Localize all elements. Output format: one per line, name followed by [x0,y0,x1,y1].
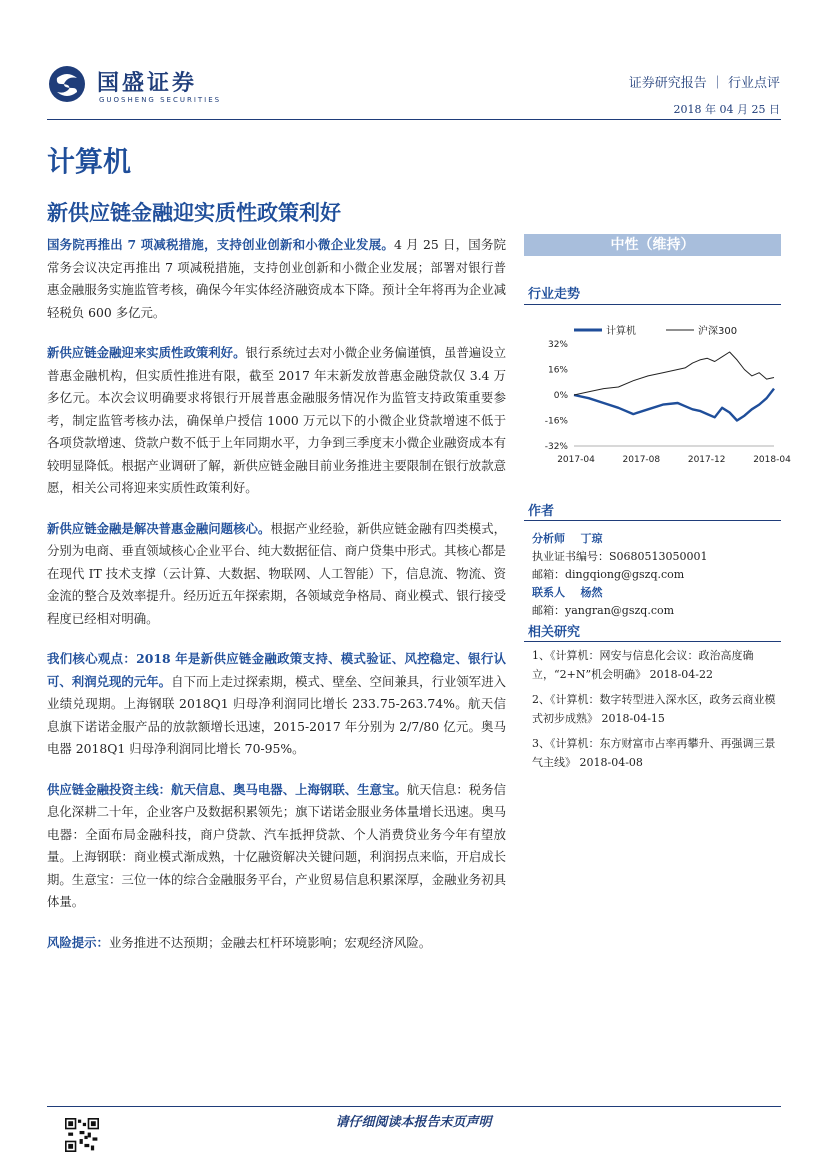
related-item-date: 2018-04-15 [601,712,665,725]
analyst-name: 丁琼 [580,532,603,545]
body-paragraph [47,342,506,500]
y-tick-label: 0% [553,391,568,401]
paragraph-text: 航天信息：税务信息化深耕二十年，企业客户及数据积累领先；旗下诺诺金服业务体量增长迅速。奥马电器：全面布局金融科技，商户贷款、汽车抵押贷款、个人消费贷业务今年有望放量。上海钢联：商业模式渐成熟，十亿融资解决关键问题，利润拐点来临，开启成长期。生意宝：三位一体的综合金融服务平台，产业贸易信息积累深厚，金融业务初具体量。 [47,781,507,909]
legend-label-hs300: 沪深300 [698,326,738,337]
contact-line [532,584,603,600]
cert-line [532,548,708,564]
header-divider [47,119,781,120]
paragraph-lead: 新供应链金融是解决普惠金融问题核心。 [47,520,271,536]
x-axis [557,446,791,465]
y-tick-label: -32% [544,442,568,452]
analyst-email[interactable]: dingqiong@gszq.com [565,568,685,581]
rating-badge: 中性（维持） [524,234,781,256]
section-divider [524,641,781,642]
contact-email-line [532,602,674,618]
paragraph-text: 银行系统过去对小微企业务偏谨慎，虽普遍设立普惠金融机构，但实质性推进有限，截至 2017 年末新发放普惠金融贷款仅 3.4 万多亿元。本次会议明确要求将银行开展普惠金融服务情况作为监管支持政策重要参考，制定监管考核办法，确保单户授信 1000 万元以下的小微企业贷款增速不低于各项贷款增速、贷款户数不低于上年同期水平，力争到三季度末小微企业融资成本有较明显降低。根据产业调研了解，新供应链金融目前业务推进主要限制在银行放款意愿，相关公司将迎来实质性政策利好。 [47,345,507,495]
guosheng-logo-icon [47,64,87,104]
related-item[interactable] [532,690,777,728]
related-section-title: 相关研究 [528,625,581,640]
report-date: 2018 年 04 月 25 日 [673,103,780,116]
industry-trend-chart [524,318,791,468]
body-paragraph [47,648,506,761]
analyst-line [532,530,603,546]
paragraph-lead: 供应链金融投资主线：航天信息、奥马电器、上海钢联、生意宝。 [47,781,407,797]
legend-label-computer: 计算机 [606,326,636,337]
author-section-title: 作者 [528,504,555,519]
y-tick-label: 32% [547,340,568,350]
brand-name-en: GUOSHENG SECURITIES [99,96,222,104]
paragraph-lead: 风险提示： [47,934,109,950]
related-item[interactable] [532,646,777,684]
x-tick-label: 2017-08 [622,455,661,465]
section-divider [524,520,781,521]
analyst-role: 分析师 [532,532,565,545]
x-tick-label: 2018-04 [753,455,791,465]
paragraph-lead: 新供应链金融迎来实质性政策利好。 [47,345,246,360]
analyst-email-line [532,566,684,582]
related-research-list [532,646,777,778]
paragraph-text: 根据产业经验，新供应链金融有四类模式，分别为电商、垂直领域核心企业平台、纯大数据征信、商户贷集中形式。其核心都是在现代 IT 技术支撑（云计算、大数据、物联网、人工智能）下，信息流、物流、资金流的整合及效率提升。经历近五年探索期，各领域竞争格局、商业模式、银行接受程度已经相对明确。 [47,520,507,626]
contact-email[interactable]: yangran@gszq.com [565,604,675,617]
industry-title: 计算机 [47,145,132,178]
footer-disclaimer: 请仔细阅读本报告末页声明 [335,1115,492,1130]
x-tick-label: 2017-04 [557,455,595,465]
related-item-title: 1、《计算机：网安与信息化会议：政治高度确立，“2+N”机会明确》 [532,649,754,681]
cert-label: 执业证书编号： [532,550,609,563]
series-line-computer [574,389,774,421]
related-item-title: 2、《计算机：数字转型进入深水区，政务云商业模式初步成熟》 [532,693,776,725]
paragraph-text: 业务推进不达预期；金融去杠杆环境影响；宏观经济风险。 [108,934,432,950]
paragraph-lead: 国务院再推出 7 项减税措施，支持创业创新和小微企业发展。 [47,237,395,252]
contact-role: 联系人 [532,586,565,599]
related-item-date: 2018-04-08 [579,756,643,769]
cert-number: S0680513050001 [609,550,708,563]
chart-series [574,352,774,421]
paragraph-text: 4 月 25 日，国务院常务会议决定再推出 7 项减税措施，支持创业创新和小微企业发展；部署对银行普惠金融服务实施监管考核，确保今年实体经济融资成本下降。预计全年将再为企业减轻税负 600 多亿元。 [47,237,506,320]
series-line-hs300 [574,352,774,395]
paragraph-lead: 我们核心观点：2018 年是新供应链金融政策支持、模式验证、风控稳定、银行认可、利润兑现的元年。 [47,651,506,689]
email-label: 邮箱： [532,568,565,581]
brand-logo [47,60,227,110]
x-tick-label: 2017-12 [687,455,726,465]
body-paragraph [47,518,506,631]
report-meta [629,72,780,117]
report-headline: 新供应链金融迎实质性政策利好 [47,200,341,225]
risk-paragraph [47,932,506,955]
related-item[interactable] [532,734,777,772]
brand-name-cn: 国盛证券 [97,71,198,96]
contact-name: 杨然 [580,586,603,599]
trend-section-title: 行业走势 [528,287,581,302]
related-item-title: 3、《计算机：东方财富市占率再攀升、再强调三景气主线》 [532,737,776,769]
y-axis [545,340,569,452]
body-paragraph [47,779,506,914]
paragraph-text: 自下而上走过探索期，模式、壁垒、空间兼具，行业领军进入业绩兑现期。上海钢联 2018Q1 归母净利润同比增长 233.75-263.74%。航天信息旗下诺诺金服产品的放款额增长迅速，2015-2017 年分别为 2/7/80 亿元。奥马电器 2018Q1 归母净利润同比增长 70-95%。 [47,673,507,756]
chart-legend [574,324,737,337]
y-tick-label: 16% [547,365,568,376]
y-tick-label: -16% [544,416,568,427]
section-divider [524,304,781,305]
related-item-date: 2018-04-22 [649,668,714,681]
email-label: 邮箱： [532,604,565,617]
report-type: 证券研究报告 ｜ 行业点评 [628,76,780,91]
footer-divider [47,1106,781,1107]
body-paragraph [47,234,506,324]
report-body [47,234,506,972]
